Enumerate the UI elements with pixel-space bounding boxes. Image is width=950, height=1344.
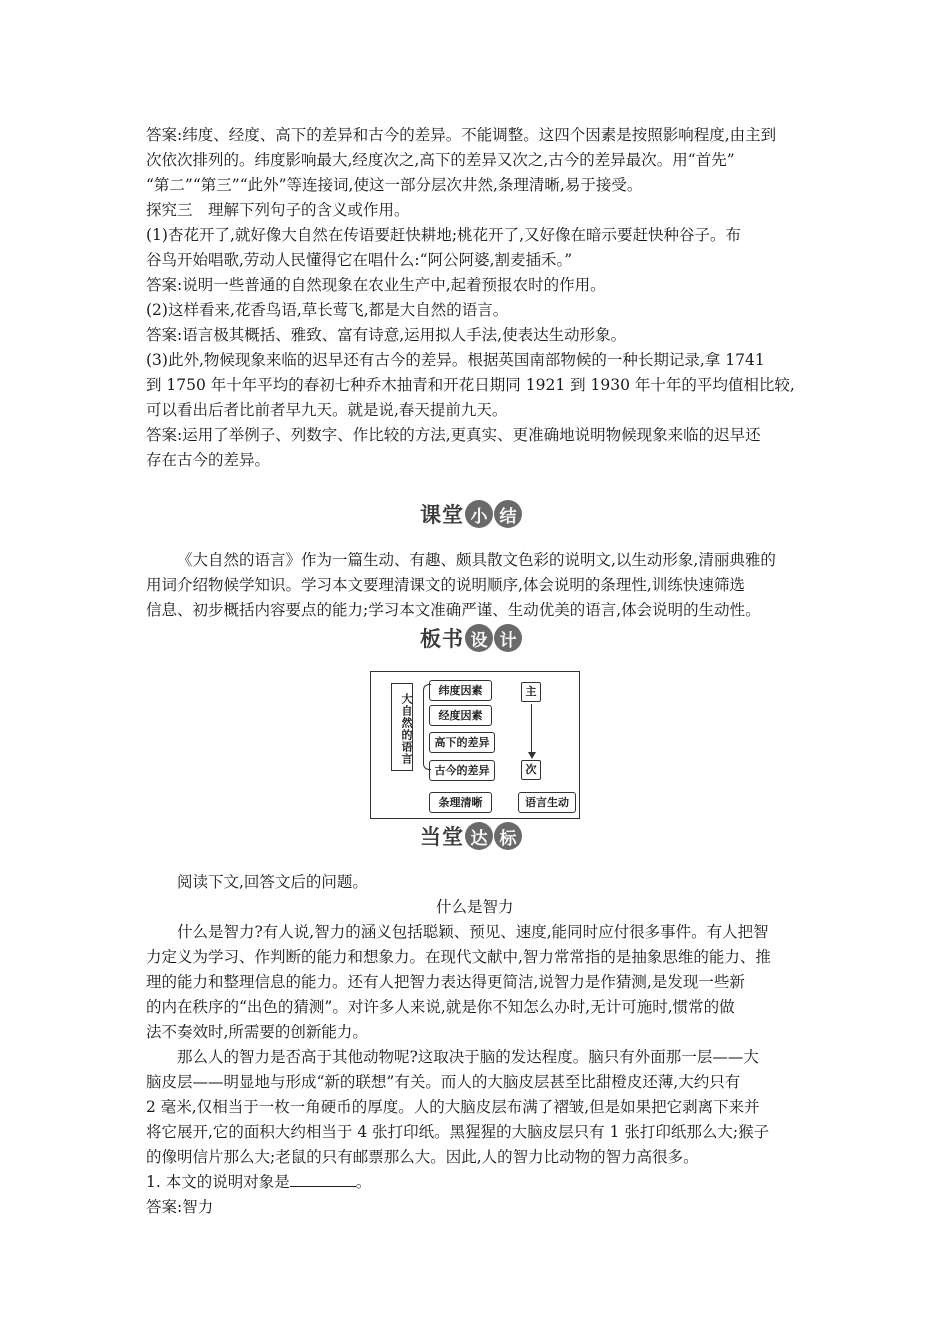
banner-circle-char: 计 (494, 624, 522, 652)
article-text: 法不奏效时,所需要的创新能力。 (146, 1023, 368, 1041)
article-text: 的像明信片那么大;老鼠的只有邮票那么大。因此,人的智力比动物的智力高很多。 (146, 1148, 699, 1166)
answer-text: 次依次排列的。纬度影响最大,经度次之,高下的差异又次之,古今的差异最次。用“首先” (146, 151, 735, 169)
question-suffix: 。 (355, 1173, 372, 1191)
question-text: 到 1750 年十年平均的春初七种乔木抽青和开花日期同 1921 到 1930 年十年的平均值相比较, (146, 376, 795, 394)
question-text: (3)此外,物候现象来临的迟早还有古今的差异。根据英国南部物候的一种长期记录,拿 1741 (146, 351, 765, 369)
article-title: 什么是智力 (436, 898, 514, 916)
answer-text: 存在古今的差异。 (146, 451, 271, 469)
question-text: 1. 本文的说明对象是 (146, 1173, 290, 1191)
factor-box: 古今的差异 (429, 760, 495, 781)
banner-circle-char: 标 (494, 822, 522, 850)
question-line (146, 1170, 371, 1195)
article-text: 将它展开,它的面积大约相当于 4 张打印纸。黑猩猩的大脑皮层只有 1 张打印纸那么大;猴子 (146, 1123, 770, 1141)
feature-box: 条理清晰 (429, 792, 492, 813)
summary-text: 《大自然的语言》作为一篇生动、有趣、颇具散文色彩的说明文,以生动形象,清丽典雅的 (177, 551, 776, 569)
article-text: 力定义为学习、作判断的能力和想象力。在现代文献中,智力常常指的是抽象思维的能力、推 (146, 948, 771, 966)
diagram-title: 大自然的语言 (391, 683, 413, 771)
answer-text: 答案:智力 (146, 1198, 214, 1216)
order-arrow (531, 704, 532, 756)
feature-box: 语言生动 (518, 792, 576, 813)
summary-text: 用词介绍物候学知识。学习本文要理清课文的说明顺序,体会说明的条理性,训练快速筛选 (146, 576, 745, 594)
banner-circle-char: 结 (494, 500, 522, 528)
summary-text: 信息、初步概括内容要点的能力;学习本文准确严谨、生动优美的语言,体会说明的生动性。 (146, 601, 761, 619)
board-diagram (370, 671, 580, 819)
article-text: 2 毫米,仅相当于一枚一角硬币的厚度。人的大脑皮层布满了褶皱,但是如果把它剥离下来并 (146, 1098, 760, 1116)
order-label-top: 主 (521, 682, 541, 702)
question-text: 谷鸟开始唱歌,劳动人民懂得它在唱什么:“阿公阿婆,割麦插禾。” (146, 251, 573, 269)
answer-text: 答案:运用了举例子、列数字、作比较的方法,更真实、更准确地说明物候现象来临的迟早还 (146, 426, 761, 444)
answer-text: 答案:语言极其概括、雅致、富有诗意,运用拟人手法,使表达生动形象。 (146, 326, 627, 344)
article-text: 脑皮层——明显地与形成“新的联想”有关。而人的大脑皮层甚至比甜橙皮还薄,大约只有 (146, 1073, 741, 1091)
banner-text: 课堂 (420, 503, 464, 527)
factor-box: 经度因素 (429, 705, 492, 726)
article-text: 理的能力和整理信息的能力。还有人把智力表达得更简洁,说智力是作猜测,是发现一些新 (146, 973, 745, 991)
instruction-text: 阅读下文,回答文后的问题。 (177, 873, 368, 891)
article-text: 什么是智力?有人说,智力的涵义包括聪颖、预见、速度,能同时应付很多事件。有人把智 (177, 923, 769, 941)
banner-circle-char: 设 (465, 624, 493, 652)
question-text: (1)杏花开了,就好像大自然在传语要赶快耕地;桃花开了,又好像在暗示要赶快种谷子。布 (146, 226, 742, 244)
answer-text: 答案:说明一些普通的自然现象在农业生产中,起着预报农时的作用。 (146, 276, 606, 294)
order-label-bottom: 次 (521, 760, 541, 780)
factor-box: 高下的差异 (429, 732, 495, 753)
article-text: 的内在秩序的“出色的猜测”。对许多人来说,就是你不知怎么办时,无计可施时,惯常的做 (146, 998, 735, 1016)
banner-text: 当堂 (420, 825, 464, 849)
question-text: 可以看出后者比前者早九天。就是说,春天提前九天。 (146, 401, 508, 419)
question-text: (2)这样看来,花香鸟语,草长莺飞,都是大自然的语言。 (146, 301, 509, 319)
answer-text: “第二”“第三”“此外”等连接词,使这一部分层次井然,条理清晰,易于接受。 (146, 176, 643, 194)
board-banner (420, 622, 522, 654)
article-text: 那么人的智力是否高于其他动物呢?这取决于脑的发达程度。脑只有外面那一层——大 (177, 1048, 759, 1066)
banner-circle-char: 达 (465, 822, 493, 850)
summary-banner (420, 498, 522, 530)
factor-box: 纬度因素 (429, 680, 492, 701)
banner-circle-char: 小 (465, 500, 493, 528)
arrow-head-icon (528, 752, 536, 759)
answer-text: 答案:纬度、经度、高下的差异和古今的差异。不能调整。这四个因素是按照影响程度,由主到 (146, 126, 777, 144)
section-heading: 探究三 理解下列句子的含义或作用。 (146, 201, 410, 219)
answer-blank (290, 1170, 356, 1187)
banner-text: 板书 (420, 627, 464, 651)
practice-banner (420, 820, 522, 852)
